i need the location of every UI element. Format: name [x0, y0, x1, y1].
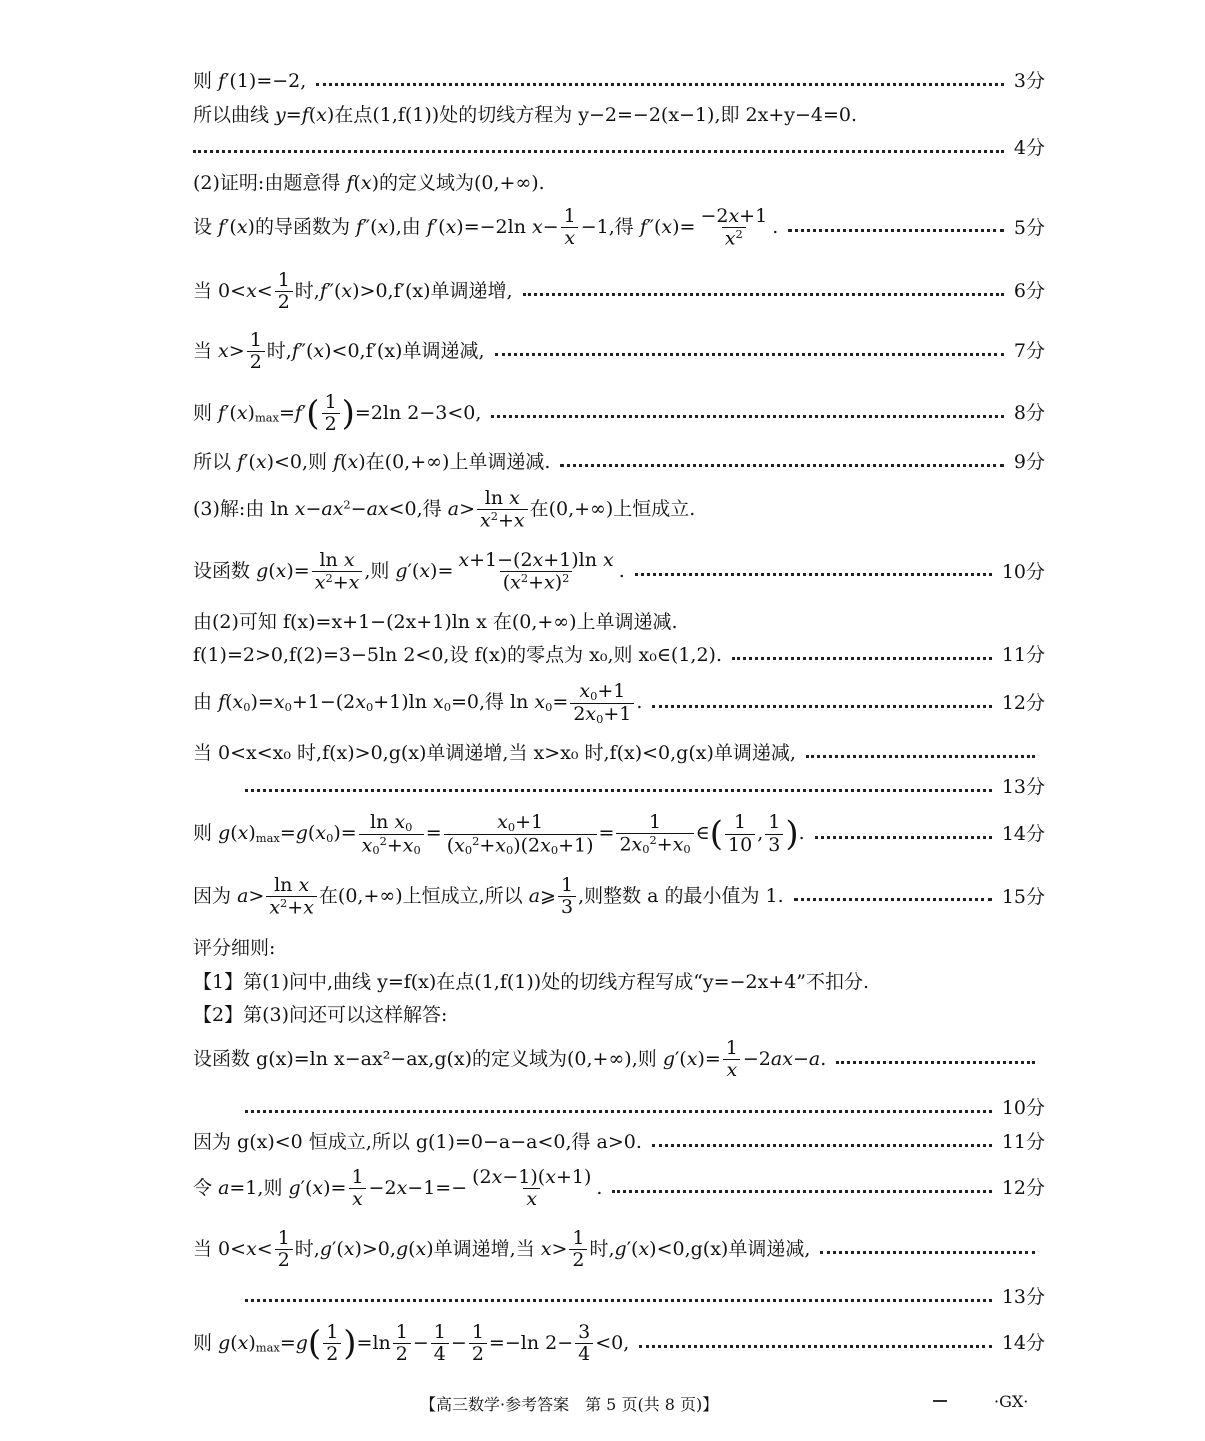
score: 12分	[1001, 691, 1045, 714]
score: 15分	[1001, 885, 1045, 908]
line-18: 因为 a> $\frac{\text{ln x}}{x^2+x}$ 在(0,+∞)上恒成立,所以 a⩾ $\frac{1}{3}$ ,则整数 a 的最小值为 1. 15分	[193, 874, 1045, 919]
score: 10分	[1001, 1097, 1045, 1119]
score: 10分	[1001, 560, 1045, 583]
line-22: 设函数 g(x)=ln x−ax²−ax,g(x)的定义域为(0,+∞),则 g′(x)= $\frac{1}{x}$ −2ax−a.	[193, 1038, 1045, 1082]
score: 7分	[1013, 340, 1045, 363]
leader-dots	[820, 1251, 1035, 1254]
line-7: 当 x> $\frac{1}{2}$ 时,f″(x)<0,f′(x)单调递减, 7分	[193, 329, 1045, 374]
leader-dots	[815, 836, 992, 839]
leader-dots	[245, 1110, 992, 1113]
leader-dots	[495, 353, 1004, 356]
line-2: 所以曲线 y=f(x)在点(1,f(1))处的切线方程为 y−2=−2(x−1),即 2x+y−4=0.	[193, 104, 858, 126]
line-19: 评分细则:	[193, 937, 276, 959]
footer-code: ·GX·	[994, 1392, 1029, 1411]
leader-dots	[652, 1144, 992, 1147]
line-6: 当 0<x< $\frac{1}{2}$ 时,f″(x)>0,f′(x)单调递增, 6分	[193, 269, 1045, 314]
leader-dots	[316, 83, 1004, 86]
score: 3分	[1013, 70, 1045, 92]
line-16	[245, 776, 1045, 799]
score: 13分	[1001, 1286, 1045, 1308]
footer-title: 【高三数学·参考答案 第 5 页(共 8 页)】	[420, 1395, 719, 1414]
line-14: 由 $f(x_0)=x_0+1-(2x_0+1)\ln$ $x_0=0$,得 $\ln x_0=$ $\frac{x_0+1}{2x_0+1}$ . 12分	[193, 680, 1045, 726]
score: 12分	[1001, 1177, 1045, 1200]
line-27	[245, 1286, 1045, 1309]
score: 14分	[1001, 1332, 1045, 1355]
line-23	[245, 1097, 1045, 1120]
line-12: 由(2)可知 f(x)=x+1−(2x+1)ln x 在(0,+∞)上单调递减.	[193, 611, 678, 633]
leader-dots	[794, 898, 992, 901]
leader-dots	[635, 573, 992, 576]
line-10: (3)解:由 $\ln x-ax^2-ax<0$,得 a> $\frac{\text{ln x}}{x^2+x}$ 在(0,+∞)上恒成立.	[193, 487, 696, 532]
line-8: 则 $f'(x)_{max}=f'$( $\frac{1}{2}$ )=2ln 2−3<0, 8分	[193, 391, 1045, 436]
leader-dots	[560, 464, 1003, 467]
line-28: 则 $g(x)_{max}=g$( $\frac{1}{2}$ )=ln $\frac{1}{2}$ − $\frac{1}{4}$ − $\frac{1}{2}$ =−ln 2− $\frac{3}{4}$ <0, 14分	[193, 1321, 1045, 1366]
line-11: 设函数 g(x)= $\frac{\text{ln x}}{x^2+x}$ ,则 g′(x)= $\frac{\text{x+1−(2x+1)ln x}}{(x^2+x)^2}$ . 10分	[193, 549, 1045, 594]
line-25: 令 a=1,则 g′(x)= $\frac{1}{x}$ −2x−1=− $\frac{(2x-1)(x+1)}{x}$ . 12分	[193, 1166, 1045, 1211]
line-17: 则 $g(x)_{max}=g(x_0)=$ $\frac{\ln x_0}{x_0^2+x_0}$ = $\frac{x_0+1}{(x_0^2+x_0)(2x_0+1)}$ = $\frac{1}{2x_0^2+x_0}$ ∈( $\frac{1}{10}$ , $\frac{1}{3}$ ). 14分	[193, 811, 1045, 857]
score: 13分	[1001, 776, 1045, 798]
line-24: 因为 g(x)<0 恒成立,所以 g(1)=0−a−a<0,得 a>0. 11分	[193, 1131, 1045, 1153]
page-footer	[0, 1392, 1205, 1416]
leader-dots	[245, 1299, 992, 1302]
line-13: f(1)=2>0,f(2)=3−5ln 2<0,设 f(x)的零点为 x₀,则 x₀∈(1,2). 11分	[193, 644, 1045, 666]
score: 14分	[1001, 822, 1045, 845]
score: 11分	[1001, 644, 1045, 666]
line-21: 【2】第(3)问还可以这样解答:	[193, 1004, 448, 1026]
score: 6分	[1013, 280, 1045, 303]
leader-dots	[639, 1345, 992, 1348]
score: 11分	[1001, 1131, 1045, 1153]
leader-dots	[245, 789, 992, 792]
leader-dots	[836, 1061, 1035, 1064]
score: 8分	[1013, 402, 1045, 425]
score: 9分	[1013, 451, 1045, 473]
score: 4分	[1013, 137, 1045, 159]
leader-dots	[193, 150, 1004, 153]
leader-dots	[491, 415, 1003, 418]
line-5: 设 f′(x)的导函数为 f″(x),由 f′(x)=−2ln x− $\frac{1}{x}$ −1,得 f″(x)= $\frac{-2x+1}{x^2}$ . 5分	[193, 205, 1045, 250]
leader-dots	[523, 293, 1004, 296]
line-4: (2)证明:由题意得 f(x)的定义域为(0,+∞).	[193, 172, 545, 194]
leader-dots	[788, 229, 1004, 232]
leader-dots	[806, 755, 1035, 758]
line-15: 当 0<x<x₀ 时,f(x)>0,g(x)单调递增,当 x>x₀ 时,f(x)<0,g(x)单调递减,	[193, 742, 1045, 765]
footer-mark	[933, 1400, 947, 1402]
leader-dots	[732, 657, 992, 660]
leader-dots	[612, 1190, 991, 1193]
line-20: 【1】第(1)问中,曲线 y=f(x)在点(1,f(1))处的切线方程写成“y=−2x+4”不扣分.	[193, 971, 870, 993]
line-26: 当 0<x< $\frac{1}{2}$ 时,g′(x)>0,g(x)单调递增,当 x> $\frac{1}{2}$ 时,g′(x)<0,g(x)单调递减,	[193, 1228, 1045, 1272]
leader-dots	[652, 705, 991, 708]
line-9: 所以 f′(x)<0,则 f(x)在(0,+∞)上单调递减. 9分	[193, 451, 1045, 473]
line-3	[193, 137, 1045, 160]
line-1: 则 f′(1)=−2, 3分	[193, 70, 1045, 92]
score: 5分	[1013, 216, 1045, 239]
